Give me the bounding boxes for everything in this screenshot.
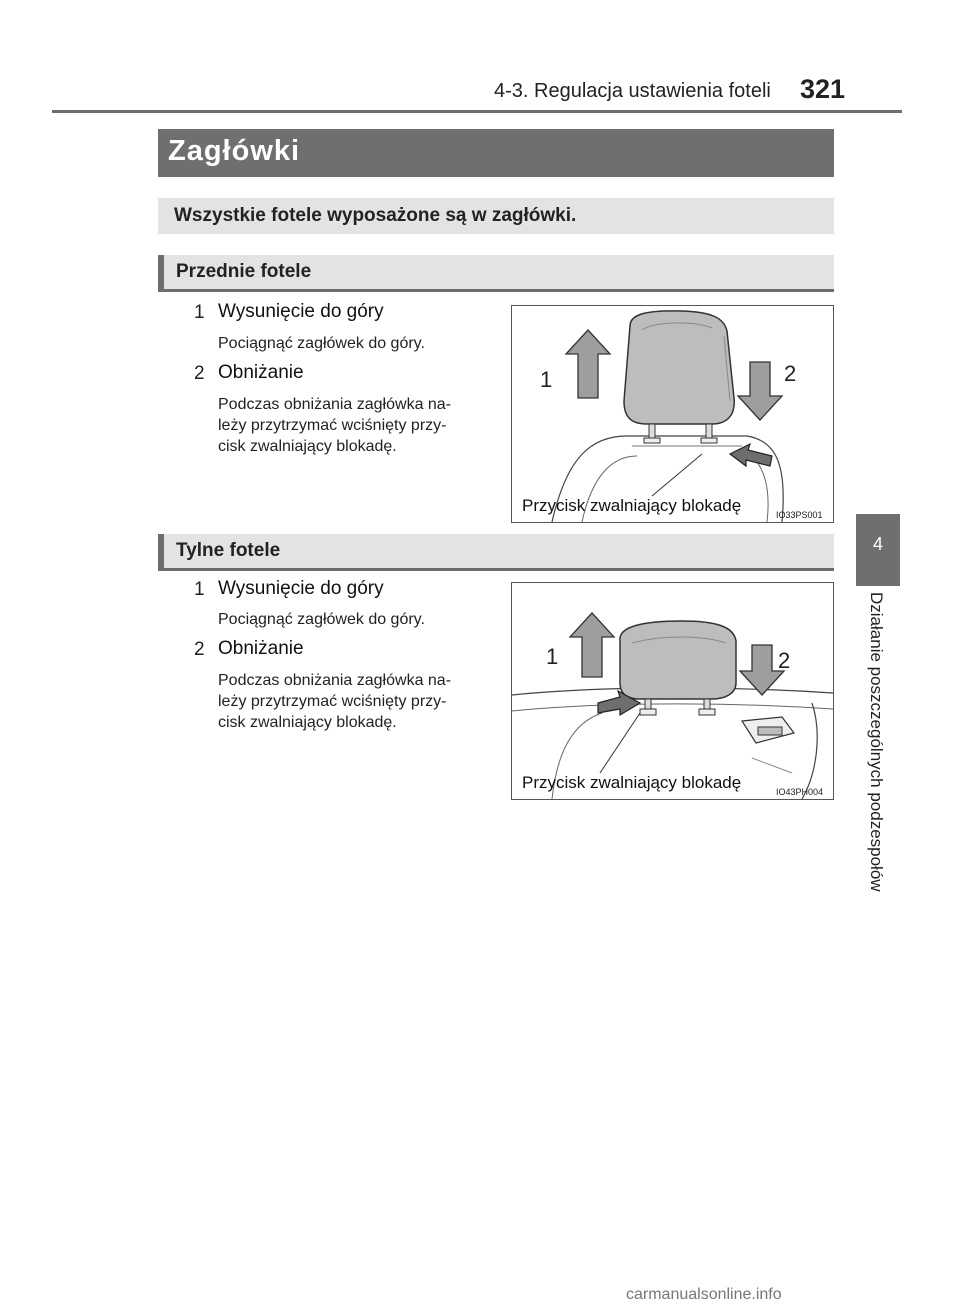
step-desc-line: leży przytrzymać wciśnięty przy- xyxy=(218,693,447,710)
step-number: 1 xyxy=(194,302,205,323)
step-desc-line: Pociągnąć zagłówek do góry. xyxy=(218,611,425,628)
figure-label-1: 1 xyxy=(540,367,553,392)
step-description xyxy=(218,670,494,733)
chapter-number: 4 xyxy=(872,534,883,554)
figure-label-2: 2 xyxy=(784,361,797,386)
step-desc-line: Pociągnąć zagłówek do góry. xyxy=(218,335,425,352)
front-headrest-figure xyxy=(511,305,834,523)
section-heading-text: Tylne fotele xyxy=(176,540,281,561)
page-title-bar xyxy=(158,129,834,177)
chapter-label-container xyxy=(866,592,890,942)
figure-label-1: 1 xyxy=(546,644,559,669)
intro-box xyxy=(158,198,834,234)
running-header-section: 4-3. Regulacja ustawienia foteli xyxy=(494,80,771,102)
step-number: 1 xyxy=(194,579,205,600)
step-description xyxy=(218,394,494,457)
step-title: Wysunięcie do góry xyxy=(218,578,384,599)
rear-headrest-illustration xyxy=(512,583,833,799)
header-divider xyxy=(52,110,902,113)
section-heading-text: Przednie fotele xyxy=(176,261,312,282)
footer-watermark: carmanualsonline.info xyxy=(626,1286,782,1303)
step-description xyxy=(218,609,494,630)
page-title: Zagłówki xyxy=(168,135,301,167)
step-desc-line: Podczas obniżania zagłówka na- xyxy=(218,396,452,413)
figure-caption: Przycisk zwalniający blokadę xyxy=(522,773,742,792)
step-desc-line: Podczas obniżania zagłówka na- xyxy=(218,672,452,689)
section-heading-front xyxy=(158,255,834,292)
figure-label-2: 2 xyxy=(778,648,791,673)
figure-caption: Przycisk zwalniający blokadę xyxy=(522,496,742,515)
step-title: Wysunięcie do góry xyxy=(218,301,384,322)
front-headrest-illustration xyxy=(512,306,833,522)
section-heading-rear xyxy=(158,534,834,571)
intro-text: Wszystkie fotele wyposażone są w zagłówki. xyxy=(174,205,577,226)
step-title: Obniżanie xyxy=(218,362,304,383)
chapter-tab xyxy=(856,514,900,586)
step-desc-line: leży przytrzymać wciśnięty przy- xyxy=(218,417,447,434)
step-desc-line: cisk zwalniający blokadę. xyxy=(218,438,397,455)
chapter-label: Działanie poszczególnych podzespołów xyxy=(867,592,886,892)
figure-code: IO43PH004 xyxy=(776,787,824,797)
page-number: 321 xyxy=(800,74,846,104)
step-number: 2 xyxy=(194,363,205,384)
figure-code: IO33PS001 xyxy=(776,510,823,520)
step-title: Obniżanie xyxy=(218,638,304,659)
step-desc-line: cisk zwalniający blokadę. xyxy=(218,714,397,731)
rear-headrest-figure xyxy=(511,582,834,800)
step-description xyxy=(218,333,494,354)
step-number: 2 xyxy=(194,639,205,660)
